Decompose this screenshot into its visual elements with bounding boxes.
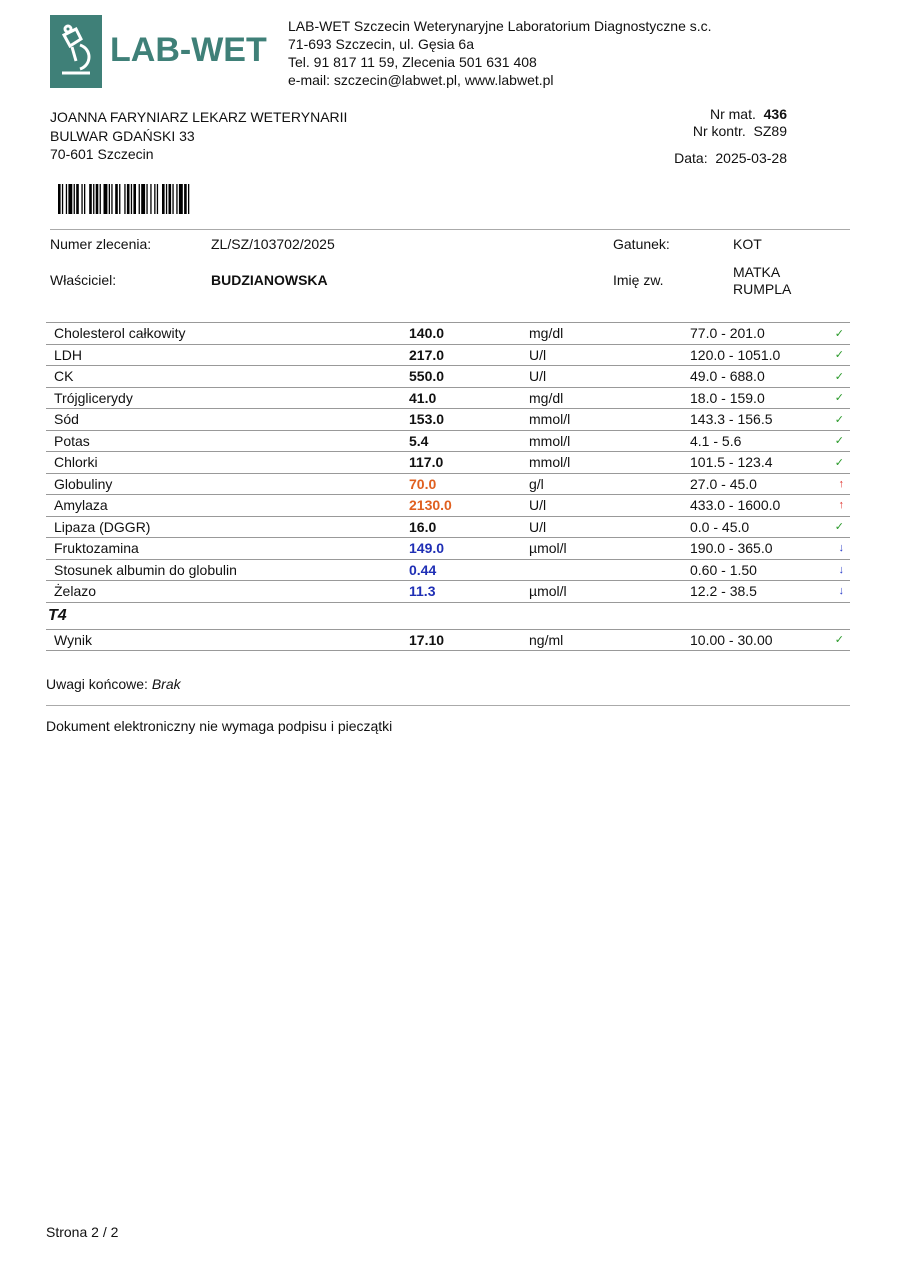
- barcode-bar: [169, 184, 172, 214]
- result-unit: U/l: [521, 366, 682, 388]
- result-name: Globuliny: [46, 473, 401, 495]
- result-name: Cholesterol całkowity: [46, 323, 401, 345]
- result-unit: U/l: [521, 516, 682, 538]
- reference-numbers: [693, 106, 787, 140]
- barcode-bar: [162, 184, 165, 214]
- barcode-bar: [184, 184, 187, 214]
- result-range: 49.0 - 688.0: [682, 366, 822, 388]
- check-icon: ✓: [822, 366, 850, 388]
- result-name: Potas: [46, 430, 401, 452]
- barcode-bar: [131, 184, 132, 214]
- barcode-bar: [104, 184, 108, 214]
- result-row: [46, 581, 850, 603]
- nr-kontr-label: Nr kontr.: [692, 123, 746, 139]
- result-unit: mmol/l: [521, 409, 682, 431]
- page-number: Strona 2 / 2: [46, 1224, 119, 1240]
- barcode-bar: [133, 184, 136, 214]
- results-table: [46, 322, 850, 651]
- date-value: 2025-03-28: [715, 150, 787, 166]
- section-header: [46, 602, 850, 629]
- arrow-up-icon: ↑: [822, 473, 850, 495]
- nr-mat-value: 436: [763, 106, 787, 122]
- result-row: [46, 495, 850, 517]
- result-value: 70.0: [401, 473, 521, 495]
- result-range: 0.60 - 1.50: [682, 559, 822, 581]
- owner-label: Właściciel:: [50, 272, 117, 288]
- barcode-bar: [150, 184, 151, 214]
- result-unit: U/l: [521, 344, 682, 366]
- result-value: 550.0: [401, 366, 521, 388]
- result-row: [46, 344, 850, 366]
- result-value: 41.0: [401, 387, 521, 409]
- result-value: 5.4: [401, 430, 521, 452]
- result-name: Trójglicerydy: [46, 387, 401, 409]
- result-value: 217.0: [401, 344, 521, 366]
- result-value: 17.10: [401, 629, 521, 651]
- arrow-down-icon: ↓: [822, 581, 850, 603]
- result-unit: mg/dl: [521, 387, 682, 409]
- result-name: Sód: [46, 409, 401, 431]
- result-range: 190.0 - 365.0: [682, 538, 822, 560]
- result-unit: mmol/l: [521, 430, 682, 452]
- barcode-bar: [93, 184, 94, 214]
- barcode-bar: [58, 184, 61, 214]
- check-icon: ✓: [822, 452, 850, 474]
- order-number-label: Numer zlecenia:: [50, 236, 152, 252]
- check-icon: ✓: [822, 323, 850, 345]
- barcode-bar: [96, 184, 99, 214]
- barcode: [58, 184, 246, 214]
- barcode-bar: [100, 184, 101, 214]
- result-range: 143.3 - 156.5: [682, 409, 822, 431]
- result-value: 2130.0: [401, 495, 521, 517]
- result-row: [46, 409, 850, 431]
- result-row: [46, 452, 850, 474]
- barcode-bar: [66, 184, 67, 214]
- barcode-bar: [81, 184, 82, 214]
- check-icon: ✓: [822, 409, 850, 431]
- lab-phone: Tel. 91 817 11 59, Zlecenia 501 631 408: [288, 54, 537, 70]
- species-value: KOT: [733, 236, 762, 252]
- owner-value: BUDZIANOWSKA: [211, 272, 328, 288]
- disclaimer: Dokument elektroniczny nie wymaga podpisu i pieczątki: [46, 718, 393, 734]
- barcode-bar: [111, 184, 112, 214]
- pet-name-label: Imię zw.: [613, 272, 664, 288]
- barcode-bar: [157, 184, 158, 214]
- barcode-bar: [188, 184, 189, 214]
- barcode-bar: [115, 184, 118, 214]
- barcode-bar: [89, 184, 92, 214]
- barcode-bar: [176, 184, 177, 214]
- order-number: ZL/SZ/103702/2025: [211, 236, 335, 252]
- result-range: 77.0 - 201.0: [682, 323, 822, 345]
- lab-email: e-mail: szczecin@labwet.pl, www.labwet.pl: [288, 72, 554, 88]
- result-row: [46, 430, 850, 452]
- result-range: 101.5 - 123.4: [682, 452, 822, 474]
- check-icon: ✓: [822, 629, 850, 651]
- result-value: 140.0: [401, 323, 521, 345]
- result-unit: mg/dl: [521, 323, 682, 345]
- pet-name-value: [733, 264, 791, 298]
- result-unit: mmol/l: [521, 452, 682, 474]
- check-icon: ✓: [822, 344, 850, 366]
- result-row: [46, 629, 850, 651]
- barcode-bar: [68, 184, 72, 214]
- result-name: Wynik: [46, 629, 401, 651]
- result-row: [46, 516, 850, 538]
- result-value: 0.44: [401, 559, 521, 581]
- check-icon: ✓: [822, 387, 850, 409]
- result-range: 10.00 - 30.00: [682, 629, 822, 651]
- barcode-bar: [74, 184, 75, 214]
- result-value: 153.0: [401, 409, 521, 431]
- result-name: LDH: [46, 344, 401, 366]
- vet-street: BULWAR GDAŃSKI 33: [50, 127, 195, 144]
- barcode-bar: [139, 184, 140, 214]
- vet-address: [50, 108, 347, 164]
- barcode-bar: [84, 184, 85, 214]
- section-title: T4: [46, 602, 850, 629]
- pet-name-line1: MATKA: [733, 264, 781, 280]
- barcode-bar: [109, 184, 110, 214]
- nr-mat-label: Nr mat.: [709, 106, 756, 122]
- result-row: [46, 366, 850, 388]
- lab-logo-emblem: [50, 15, 102, 88]
- result-value: 149.0: [401, 538, 521, 560]
- final-notes-label: Uwagi końcowe:: [46, 676, 148, 692]
- result-unit: µmol/l: [521, 581, 682, 603]
- result-range: 4.1 - 5.6: [682, 430, 822, 452]
- barcode-bar: [146, 184, 147, 214]
- result-range: 433.0 - 1600.0: [682, 495, 822, 517]
- result-row: [46, 387, 850, 409]
- result-unit: g/l: [521, 473, 682, 495]
- result-range: 120.0 - 1051.0: [682, 344, 822, 366]
- lab-address: 71-693 Szczecin, ul. Gęsia 6a: [288, 36, 474, 52]
- divider: [46, 705, 850, 706]
- arrow-down-icon: ↓: [822, 559, 850, 581]
- result-unit: [521, 559, 682, 581]
- result-unit: µmol/l: [521, 538, 682, 560]
- result-row: [46, 323, 850, 345]
- result-range: 27.0 - 45.0: [682, 473, 822, 495]
- result-row: [46, 559, 850, 581]
- result-row: [46, 473, 850, 495]
- final-notes-value: Brak: [151, 676, 181, 692]
- result-name: CK: [46, 366, 401, 388]
- result-name: Amylaza: [46, 495, 401, 517]
- nr-kontr-value: SZ89: [753, 123, 787, 139]
- barcode-bar: [119, 184, 120, 214]
- vet-city: 70-601 Szczecin: [50, 146, 154, 162]
- result-name: Żelazo: [46, 581, 401, 603]
- check-icon: ✓: [822, 430, 850, 452]
- divider: [50, 229, 850, 230]
- result-unit: ng/ml: [521, 629, 682, 651]
- vet-name: JOANNA FARYNIARZ LEKARZ WETERYNARII: [50, 109, 348, 125]
- barcode-bar: [124, 184, 125, 214]
- result-row: [46, 538, 850, 560]
- species-label: Gatunek:: [613, 236, 670, 252]
- lab-contact-info: [288, 17, 712, 89]
- lab-logo-text: LAB-WET: [110, 31, 267, 69]
- result-value: 16.0: [401, 516, 521, 538]
- barcode-bar: [127, 184, 130, 214]
- date-label: Data:: [674, 150, 708, 166]
- arrow-down-icon: ↓: [822, 538, 850, 560]
- check-icon: ✓: [822, 516, 850, 538]
- result-name: Stosunek albumin do globulin: [46, 559, 401, 581]
- pet-name-line2: RUMPLA: [733, 281, 792, 297]
- barcode-bar: [141, 184, 145, 214]
- result-unit: U/l: [521, 495, 682, 517]
- final-notes: [46, 676, 181, 692]
- barcode-bar: [62, 184, 63, 214]
- barcode-bar: [154, 184, 155, 214]
- result-name: Lipaza (DGGR): [46, 516, 401, 538]
- arrow-up-icon: ↑: [822, 495, 850, 517]
- result-range: 12.2 - 38.5: [682, 581, 822, 603]
- lab-name: LAB-WET Szczecin Weterynaryjne Laboratorium Diagnostyczne s.c.: [288, 18, 712, 34]
- barcode-bar: [76, 184, 79, 214]
- result-name: Fruktozamina: [46, 538, 401, 560]
- barcode-bar: [172, 184, 173, 214]
- result-name: Chlorki: [46, 452, 401, 474]
- result-value: 11.3: [401, 581, 521, 603]
- result-range: 0.0 - 45.0: [682, 516, 822, 538]
- report-date: [674, 150, 787, 166]
- result-value: 117.0: [401, 452, 521, 474]
- barcode-bar: [166, 184, 167, 214]
- result-range: 18.0 - 159.0: [682, 387, 822, 409]
- barcode-bar: [179, 184, 183, 214]
